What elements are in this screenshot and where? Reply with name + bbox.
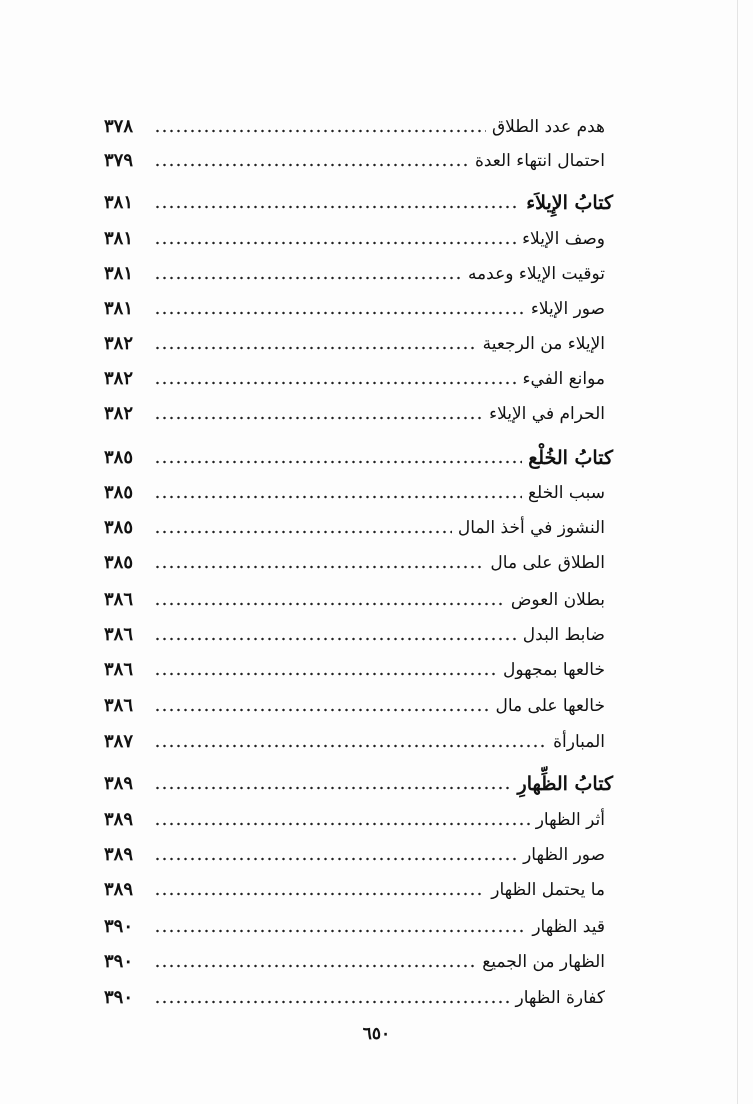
toc-entry-page: ٣٨٦	[104, 624, 134, 645]
toc-entry-page: ٣٩٠	[104, 951, 134, 972]
toc-chapter-heading	[104, 767, 613, 801]
toc-entry-title: وصف الإيلاء	[522, 228, 605, 249]
dot-leader	[154, 126, 486, 136]
toc-entry-page: ٣٨٩	[104, 879, 134, 900]
toc-entry-title: كفارة الظهار	[515, 987, 605, 1008]
toc-entry-page: ٣٨٢	[104, 403, 134, 424]
dot-leader	[154, 238, 516, 248]
toc-entry	[104, 546, 609, 580]
toc-entry-title: صور الإيلاء	[530, 298, 605, 319]
toc-entry-title: المبارأة	[553, 731, 605, 752]
toc-entry-page: ٣٨٧	[104, 731, 134, 752]
toc-entry-page: ٣٨٥	[104, 447, 134, 468]
toc-entry	[104, 511, 609, 545]
toc-entry	[104, 110, 609, 144]
dot-leader	[154, 160, 469, 170]
dot-leader	[154, 378, 517, 388]
toc-entry-page: ٣٨١	[104, 228, 134, 249]
toc-entry-page: ٣٨٩	[104, 809, 134, 830]
dot-leader	[154, 854, 517, 864]
toc-entry	[104, 653, 609, 687]
toc-entry	[104, 803, 609, 837]
toc-entry	[104, 981, 609, 1015]
toc-entry	[104, 144, 609, 178]
toc-entry-page: ٣٨٥	[104, 517, 134, 538]
toc-entry-page: ٣٨٩	[104, 844, 134, 865]
toc-entry-title: صور الظهار	[523, 844, 605, 865]
toc-entry-title: الإيلاء من الرجعية	[482, 333, 605, 354]
toc-entry-title: قيد الظهار	[532, 916, 605, 937]
dot-leader	[154, 343, 477, 353]
toc-entry-title: الطلاق على مال	[490, 552, 605, 573]
toc-entry-page: ٣٩٠	[104, 987, 134, 1008]
toc-entry	[104, 257, 609, 291]
toc-entry	[104, 838, 609, 872]
toc-entry-page: ٣٨٦	[104, 695, 134, 716]
dot-leader	[154, 705, 490, 715]
toc-entry-title: خالعها على مال	[495, 695, 605, 716]
toc-entry-page: ٣٨٦	[104, 659, 134, 680]
toc-entry-title: الحرام في الإيلاء	[489, 403, 605, 424]
dot-leader	[154, 961, 476, 971]
dot-leader	[154, 783, 512, 793]
toc-entry-title: احتمال انتهاء العدة	[474, 150, 605, 171]
dot-leader	[154, 741, 547, 751]
toc-entry-page: ٣٨١	[104, 192, 134, 213]
toc-entry-title: ضابط البدل	[522, 624, 605, 645]
toc-chapter-heading	[104, 441, 613, 475]
toc-entry-title: بطلان العوض	[510, 589, 605, 610]
toc-entry	[104, 222, 609, 256]
toc-entry-title: كتابُ الإِيلاَء	[526, 191, 613, 214]
toc-entry-page: ٣٨٥	[104, 482, 134, 503]
dot-leader	[154, 926, 526, 936]
toc-entry	[104, 910, 609, 944]
toc-entry-page: ٣٧٩	[104, 150, 134, 171]
toc-entry-page: ٣٨٥	[104, 552, 134, 573]
toc-entry	[104, 945, 609, 979]
toc-entry	[104, 292, 609, 326]
dot-leader	[154, 634, 517, 644]
toc-entry-title: ما يحتمل الظهار	[491, 879, 605, 900]
dot-leader	[154, 599, 505, 609]
dot-leader	[154, 308, 525, 318]
toc-entry	[104, 873, 609, 907]
toc-entry	[104, 476, 609, 510]
dot-leader	[154, 527, 452, 537]
toc-entry-page: ٣٨١	[104, 263, 134, 284]
toc-entry-title: الظهار من الجميع	[482, 951, 605, 972]
toc-entry-page: ٣٧٨	[104, 116, 134, 137]
toc-entry-title: النشوز في أخذ المال	[457, 517, 605, 538]
dot-leader	[154, 492, 522, 502]
toc-chapter-heading	[104, 186, 613, 220]
toc-entry-title: هدم عدد الطلاق	[491, 116, 605, 137]
toc-entry-page: ٣٨٩	[104, 773, 134, 794]
toc-entry-title: كتابُ الخُلْع	[528, 446, 613, 469]
dot-leader	[154, 457, 522, 467]
toc-entry	[104, 689, 609, 723]
toc-entry-title: خالعها بمجهول	[503, 659, 605, 680]
toc-entry-title: سبب الخلع	[527, 482, 605, 503]
toc-entry	[104, 583, 609, 617]
toc-entry	[104, 362, 609, 396]
toc-entry	[104, 397, 609, 431]
scan-edge-line	[737, 0, 738, 1104]
toc-entry-title: موانع الفيء	[522, 368, 605, 389]
dot-leader	[154, 819, 530, 829]
dot-leader	[154, 669, 497, 679]
toc-entry-page: ٣٨٢	[104, 333, 134, 354]
dot-leader	[154, 562, 484, 572]
toc-entry-title: توقيت الإيلاء وعدمه	[467, 263, 605, 284]
dot-leader	[154, 997, 510, 1007]
toc-entry	[104, 725, 609, 759]
dot-leader	[154, 202, 520, 212]
toc-entry-title: أثر الظهار	[535, 809, 605, 830]
toc-entry	[104, 327, 609, 361]
toc-entry-page: ٣٩٠	[104, 916, 134, 937]
dot-leader	[154, 413, 483, 423]
toc-entry-page: ٣٨١	[104, 298, 134, 319]
dot-leader	[154, 889, 485, 899]
toc-entry-title: كتابُ الظِّهارِ	[517, 772, 613, 795]
dot-leader	[154, 273, 462, 283]
toc-entry-page: ٣٨٢	[104, 368, 134, 389]
page-number: ٦٥٠	[362, 1024, 391, 1044]
toc-entry-page: ٣٨٦	[104, 589, 134, 610]
toc-entry	[104, 618, 609, 652]
